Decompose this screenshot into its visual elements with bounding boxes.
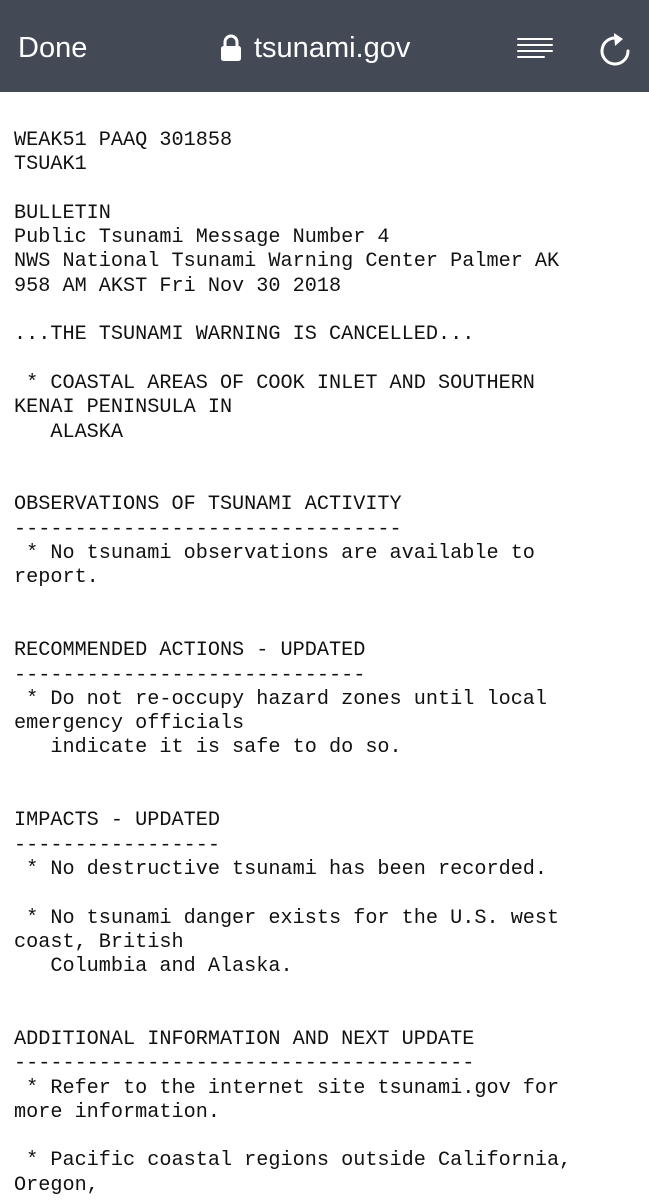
bulletin-line: ----------------- [14, 833, 220, 857]
bulletin-line: IMPACTS - UPDATED [14, 809, 220, 833]
bulletin-line: ADDITIONAL INFORMATION AND NEXT UPDATE [14, 1027, 475, 1051]
bulletin-line [14, 591, 642, 615]
bulletin-line [14, 761, 642, 785]
bulletin-line: RECOMMENDED ACTIONS - UPDATED [14, 639, 366, 663]
bulletin-line: indicate it is safe to do so. [14, 736, 402, 760]
bulletin-line: ----------------------------- [14, 663, 366, 687]
lock-icon [220, 34, 242, 62]
bulletin-line: ...THE TSUNAMI WARNING IS CANCELLED... [14, 323, 475, 347]
bulletin-line: * No tsunami danger exists for the U.S. west [14, 906, 560, 930]
bulletin-line: ALASKA [14, 420, 124, 444]
bulletin-line: WEAK51 PAAQ 301858 [14, 129, 233, 152]
reader-mode-icon[interactable] [516, 36, 554, 62]
bulletin-line: * No tsunami observations are available to [14, 542, 535, 566]
bulletin-line [14, 348, 642, 372]
bulletin-line [14, 299, 642, 323]
bulletin-line: * Pacific coastal regions outside California, [14, 1149, 572, 1173]
bulletin-line: OBSERVATIONS OF TSUNAMI ACTIVITY [14, 493, 402, 517]
bulletin-line [14, 785, 642, 809]
bulletin-line: KENAI PENINSULA IN [14, 396, 233, 420]
bulletin-line: BULLETIN [14, 201, 111, 225]
bulletin-line: 958 AM AKST Fri Nov 30 2018 [14, 274, 342, 298]
bulletin-line [14, 979, 642, 1003]
browser-toolbar [0, 0, 649, 92]
bulletin-line [14, 882, 642, 906]
bulletin-line [14, 469, 642, 493]
bulletin-line [14, 1004, 642, 1028]
bulletin-line: emergency officials [14, 712, 245, 736]
bulletin-text [14, 129, 642, 1198]
bulletin-line: Columbia and Alaska. [14, 955, 293, 979]
bulletin-line: Oregon, [14, 1173, 99, 1197]
bulletin-line [14, 615, 642, 639]
bulletin-line: -------------------------------------- [14, 1052, 475, 1076]
reload-icon[interactable] [598, 31, 632, 67]
bulletin-line: NWS National Tsunami Warning Center Palmer AK [14, 250, 560, 274]
bulletin-line: report. [14, 566, 99, 590]
bulletin-line: * Do not re-occupy hazard zones until local [14, 687, 548, 711]
bulletin-line [14, 178, 642, 202]
bulletin-line: TSUAK1 [14, 153, 87, 177]
bulletin-line: coast, British [14, 930, 184, 954]
bulletin-line [14, 445, 642, 469]
bulletin-line: more information. [14, 1100, 220, 1124]
bulletin-line [14, 1125, 642, 1149]
bulletin-line: Public Tsunami Message Number 4 [14, 226, 390, 250]
bulletin-line: * Refer to the internet site tsunami.gov for [14, 1076, 560, 1100]
address-bar[interactable] [220, 30, 410, 66]
url-domain: tsunami.gov [254, 32, 411, 64]
bulletin-line: * COASTAL AREAS OF COOK INLET AND SOUTHERN [14, 371, 535, 395]
bulletin-line: * No destructive tsunami has been recorded. [14, 857, 548, 881]
bulletin-line: -------------------------------- [14, 517, 402, 541]
done-button[interactable]: Done [18, 32, 88, 64]
